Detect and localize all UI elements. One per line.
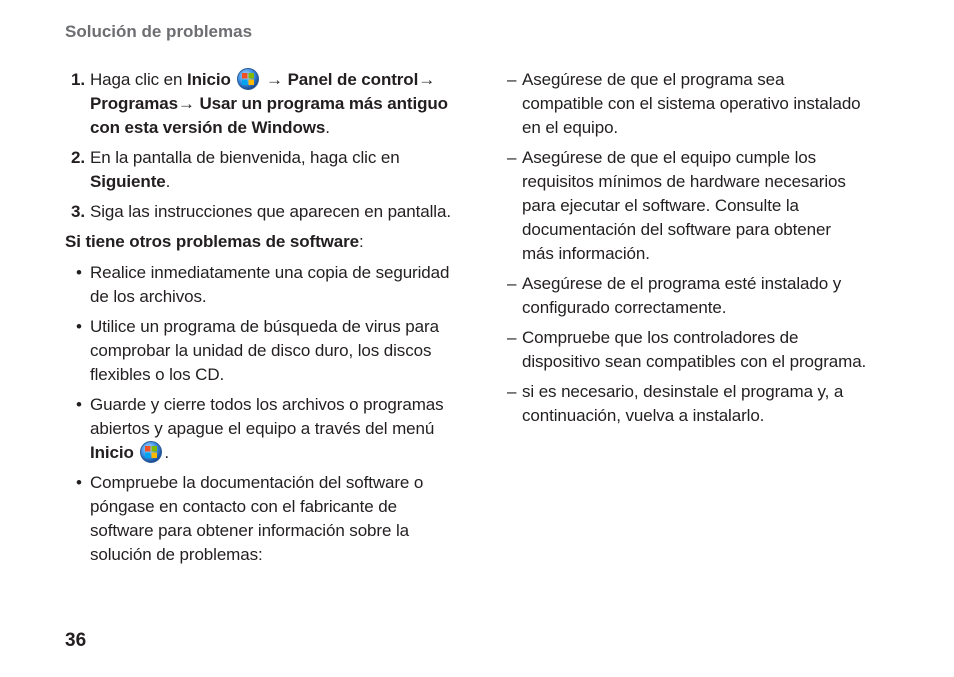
bullet-mark: • — [76, 395, 82, 414]
right-column — [507, 68, 867, 434]
bullet-item: • Guarde y cierre todos los archivos o programas abiertos y apague el equipo a través del menú Inicio . — [76, 395, 444, 462]
dash-mark: – — [507, 382, 517, 401]
programas-label: Programas — [90, 94, 178, 113]
inicio-label: Inicio — [90, 443, 134, 462]
page-number: 36 — [65, 630, 87, 651]
running-header: Solución de problemas — [65, 22, 253, 41]
step-3: 3. Siga las instrucciones que aparecen en pantalla. — [65, 200, 465, 224]
dash-item: – Compruebe que los controladores de dispositivo sean compatibles con el programa. — [507, 328, 867, 371]
bullet-item: • Realice inmediatamente una copia de seguridad de los archivos. — [76, 263, 450, 306]
step-2: 2. En la pantalla de bienvenida, haga clic en Siguiente. — [71, 148, 400, 191]
step-number: 1. — [71, 70, 85, 89]
subheading: Si tiene otros problemas de software: — [65, 232, 364, 251]
bullet-mark: • — [76, 317, 82, 336]
dash-mark: – — [507, 70, 517, 89]
usar-programa-label: Usar un programa más antiguo con esta versión de Windows — [90, 94, 448, 137]
siguiente-label: Siguiente — [90, 172, 166, 191]
bullet-mark: • — [76, 263, 82, 282]
bullet-mark: • — [76, 473, 82, 492]
dash-item: – Asegúrese de el programa esté instalado y configurado correctamente. — [507, 274, 842, 317]
dash-mark: – — [507, 274, 517, 293]
bullet-item: • Compruebe la documentación del software o póngase en contacto con el fabricante de software para obtener información sobre la solución de problemas: — [76, 473, 424, 564]
dash-mark: – — [507, 148, 517, 167]
panel-de-control-label: Panel de control — [287, 70, 419, 89]
inicio-label: Inicio — [186, 70, 231, 89]
left-column — [65, 68, 465, 573]
dash-item: – si es necesario, desinstale el programa y, a continuación, vuelva a instalarlo. — [507, 382, 844, 425]
step-number: 2. — [71, 148, 85, 167]
bullet-item: • Utilice un programa de búsqueda de virus para comprobar la unidad de disco duro, los discos flexibles o los CD. — [76, 317, 439, 384]
dash-item: – Asegúrese de que el programa sea compatible con el sistema operativo instalado en el equipo. — [507, 70, 861, 137]
step-number: 3. — [71, 202, 85, 221]
dash-item: – Asegúrese de que el equipo cumple los requisitos mínimos de hardware necesarios para ejecutar el software. Consulte la documentación del software para obtener más información. — [507, 148, 846, 263]
step-1: 1. Haga clic en Inicio → Panel de control→ Programas→ Usar un programa más antiguo con esta versión de Windows. — [71, 70, 448, 137]
dash-mark: – — [507, 328, 517, 347]
windows-start-icon — [140, 441, 162, 463]
windows-start-icon — [237, 68, 259, 90]
